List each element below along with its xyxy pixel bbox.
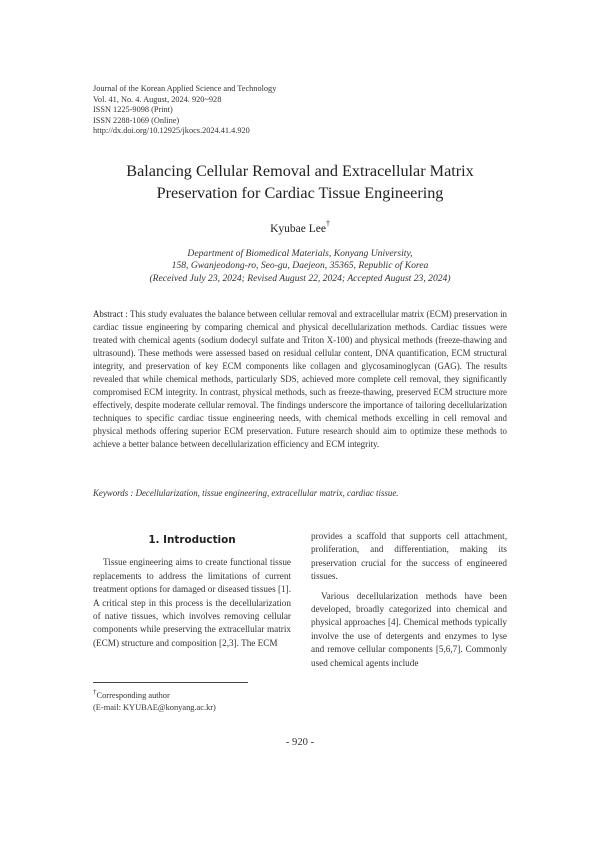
right-column xyxy=(311,530,507,670)
title-line-2: Preservation for Cardiac Tissue Engineering xyxy=(156,184,444,202)
title-line-1: Balancing Cellular Removal and Extracellular Matrix xyxy=(126,162,474,180)
paper-title xyxy=(0,160,600,204)
affiliation-line-1: Department of Biomedical Materials, Konyang University, xyxy=(187,248,413,259)
issn-print: ISSN 1225-9098 (Print) xyxy=(93,105,173,115)
intro-paragraph-2: Various decellularization methods have been developed, broadly categorized into chemical and physical approaches [4]. Chemical methods typically involve the use of detergents and enzymes to lyse and remove cellular components [5,6,7]. Commonly used chemical agents include xyxy=(311,590,507,668)
intro-paragraph-1-continued: provides a scaffold that supports cell attachment, proliferation, and differentiation, making its preservation crucial for the success of engineered tissues. xyxy=(311,531,507,582)
issn-online: ISSN 2288-1069 (Online) xyxy=(93,115,180,125)
author-name: Kyubae Lee xyxy=(270,222,326,235)
left-column xyxy=(93,534,291,650)
intro-paragraph-1: Tissue engineering aims to create functional tissue replacements to address the limitations of current treatment options for damaged or diseased tissues [1]. A critical step in this process is the decellularization of native tissues, which involves removing cellular components while preserving the extracellular matrix (ECM) structure and composition [2,3]. The ECM xyxy=(93,557,291,648)
footnote xyxy=(93,686,216,714)
journal-meta xyxy=(93,84,276,137)
abstract-separator: : xyxy=(123,309,130,319)
section-heading: 1. Introduction xyxy=(148,534,236,546)
abstract xyxy=(93,308,507,451)
footnote-corresponding: Corresponding author xyxy=(96,690,170,700)
footnote-mark: † xyxy=(93,688,97,696)
affiliation-line-2: 158, Gwanjeodong-ro, Seo-gu, Daejeon, 35365, Republic of Korea xyxy=(171,260,429,272)
footnote-email: (E-mail: KYUBAE@konyang.ac.kr) xyxy=(93,702,216,712)
journal-name: Journal of the Korean Applied Science and Technology xyxy=(93,84,277,93)
doi-link[interactable]: http://dx.doi.org/10.12925/jkocs.2024.41.4.920 xyxy=(93,126,250,136)
footnote-rule xyxy=(93,682,248,683)
affiliation xyxy=(0,248,600,285)
page-number: - 920 - xyxy=(285,737,315,748)
abstract-text: This study evaluates the balance between cellular removal and extracellular matrix (ECM) preservation in cardiac tissue engineering by comparing chemical and physical decellularization methods. Cardiac tissues were treated with chemical agents (sodium dodecyl sulfate and Triton X-100) and physical methods (freeze-thawing and ultrasound). These methods were assessed based on residual cellular content, DNA quantification, ECM structural integrity, and preservation of key ECM components like collagen and glycosaminoglycan (GAG). The results revealed that while chemical methods, particularly SDS, achieved more complete cell removal, they significantly compromised ECM integrity. In contrast, physical methods, such as freeze-thawing, preserved ECM structure more effectively, despite moderate cellular removal. The findings underscore the importance of tailoring decellularization techniques to specific cardiac tissue engineering needs, with chemical methods excelling in cell removal and physical methods offering superior ECM preservation. Future research should aim to optimize these methods to achieve a better balance between decellularization efficiency and ECM integrity. xyxy=(93,309,507,449)
keywords: Keywords : Decellularization, tissue engineering, extracellular matrix, cardiac tissue. xyxy=(93,488,399,498)
author-mark: † xyxy=(325,219,330,228)
journal-volume: Vol. 41, No. 4. August, 2024. 920~928 xyxy=(93,94,222,104)
author-line xyxy=(0,220,600,235)
received-dates: (Received July 23, 2024; Revised August 22, 2024; Accepted August 23, 2024) xyxy=(149,272,451,284)
abstract-label: Abstract xyxy=(93,309,124,319)
